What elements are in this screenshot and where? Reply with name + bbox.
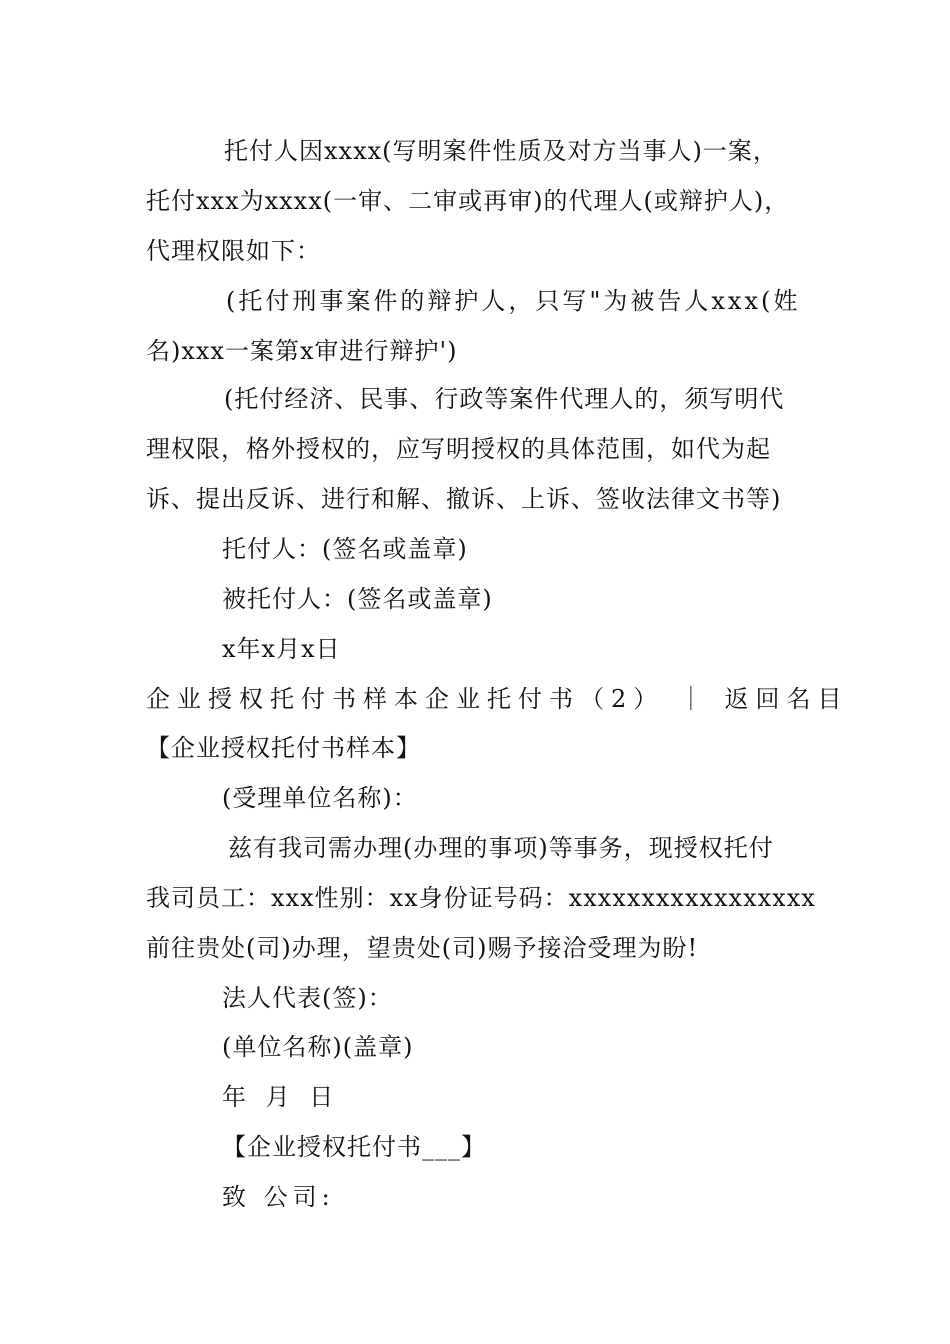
- paragraph-line: (受理单位名称)：: [222, 784, 418, 812]
- paragraph-line: 代理权限如下：: [146, 237, 321, 265]
- paragraph-line: 托付xxx为xxxx(一审、二审或再审)的代理人(或辩护人)，: [146, 187, 790, 215]
- paragraph-line: 理权限，格外授权的，应写明授权的具体范围，如代为起: [146, 435, 771, 463]
- signature-line: 被托付人：(签名或盖章): [222, 585, 493, 613]
- section-subheading: 【企业授权托付书样本】: [146, 734, 421, 762]
- paragraph-line: 名)xxx一案第x审进行辩护'): [146, 337, 458, 365]
- paragraph-line: 前往贵处(司)办理，望贵处(司)赐予接洽受理为盼!: [146, 934, 699, 962]
- paragraph-line: (托付经济、民事、行政等案件代理人的，须写明代: [224, 385, 785, 413]
- paragraph-line: 托付人因xxxx(写明案件性质及对方当事人)一案，: [224, 137, 778, 165]
- paragraph-line: (托付刑事案件的辩护人，只写"为被告人xxx(姓: [226, 287, 801, 315]
- paragraph-line: 我司员工：xxx性别：xx身份证号码：xxxxxxxxxxxxxxxxx: [146, 884, 816, 912]
- paragraph-line: 致 公司:: [222, 1183, 335, 1211]
- date-line: 年 月 日: [222, 1083, 340, 1111]
- signature-line: (单位名称)(盖章): [222, 1033, 414, 1061]
- paragraph-line: 诉、提出反诉、进行和解、撤诉、上诉、签收法律文书等): [146, 485, 782, 513]
- signature-line: 法人代表(签)：: [222, 984, 393, 1012]
- signature-line: 托付人：(签名或盖章): [222, 535, 468, 563]
- section-subheading: 【企业授权托付书___】: [222, 1133, 486, 1161]
- date-line: x年x月x日: [222, 635, 341, 663]
- paragraph-line: 兹有我司需办理(办理的事项)等事务，现授权托付: [228, 834, 774, 862]
- section-heading: 企业授权托付书样本企业托付书（2） ｜ 返回名目: [146, 685, 849, 713]
